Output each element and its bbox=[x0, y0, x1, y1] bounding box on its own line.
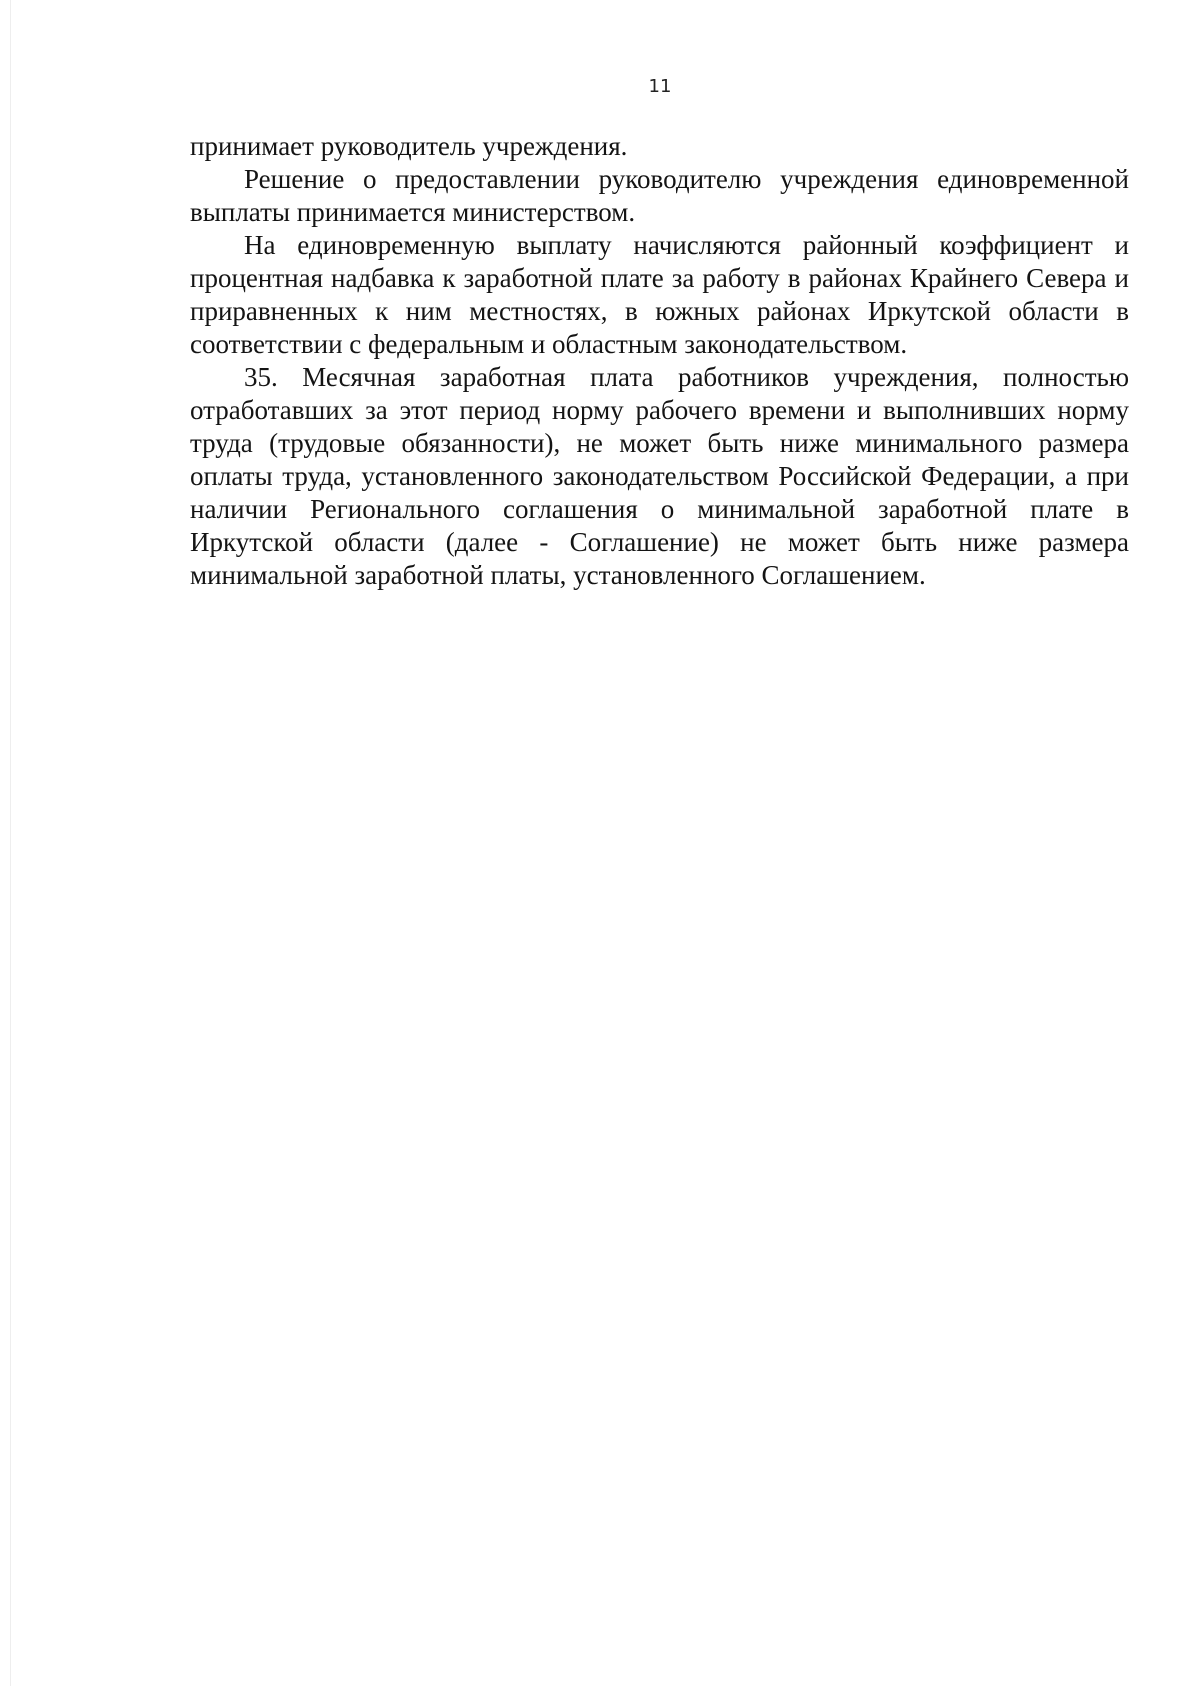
paragraph-coefficient: На единовременную выплату начисляются районный коэффициент и процентная надбавка к заработной плате за работу в районах Крайнего Севера и приравненных к ним местностях, в южных районах Иркутской области в соответствии с федеральным и областным законодательством. bbox=[190, 230, 1129, 359]
document-body bbox=[190, 130, 1129, 592]
paragraph-clause-35: 35. Месячная заработная плата работников учреждения, полностью отработавших за этот период норму рабочего времени и выполнивших норму труда (трудовые обязанности), не может быть ниже минимального размера оплаты труда, установленного законодательством Российской Федерации, а при наличии Регионального соглашения о минимальной заработной плате в Иркутской области (далее - Соглашение) не может быть ниже размера минимальной заработной платы, установленного Соглашением. bbox=[190, 362, 1129, 590]
page-number: 11 bbox=[648, 76, 672, 97]
paragraph-decision: Решение о предоставлении руководителю учреждения единовременной выплаты принимается министерством. bbox=[190, 164, 1129, 227]
scan-edge bbox=[10, 0, 11, 1686]
paragraph-continuation: принимает руководитель учреждения. bbox=[190, 131, 628, 161]
